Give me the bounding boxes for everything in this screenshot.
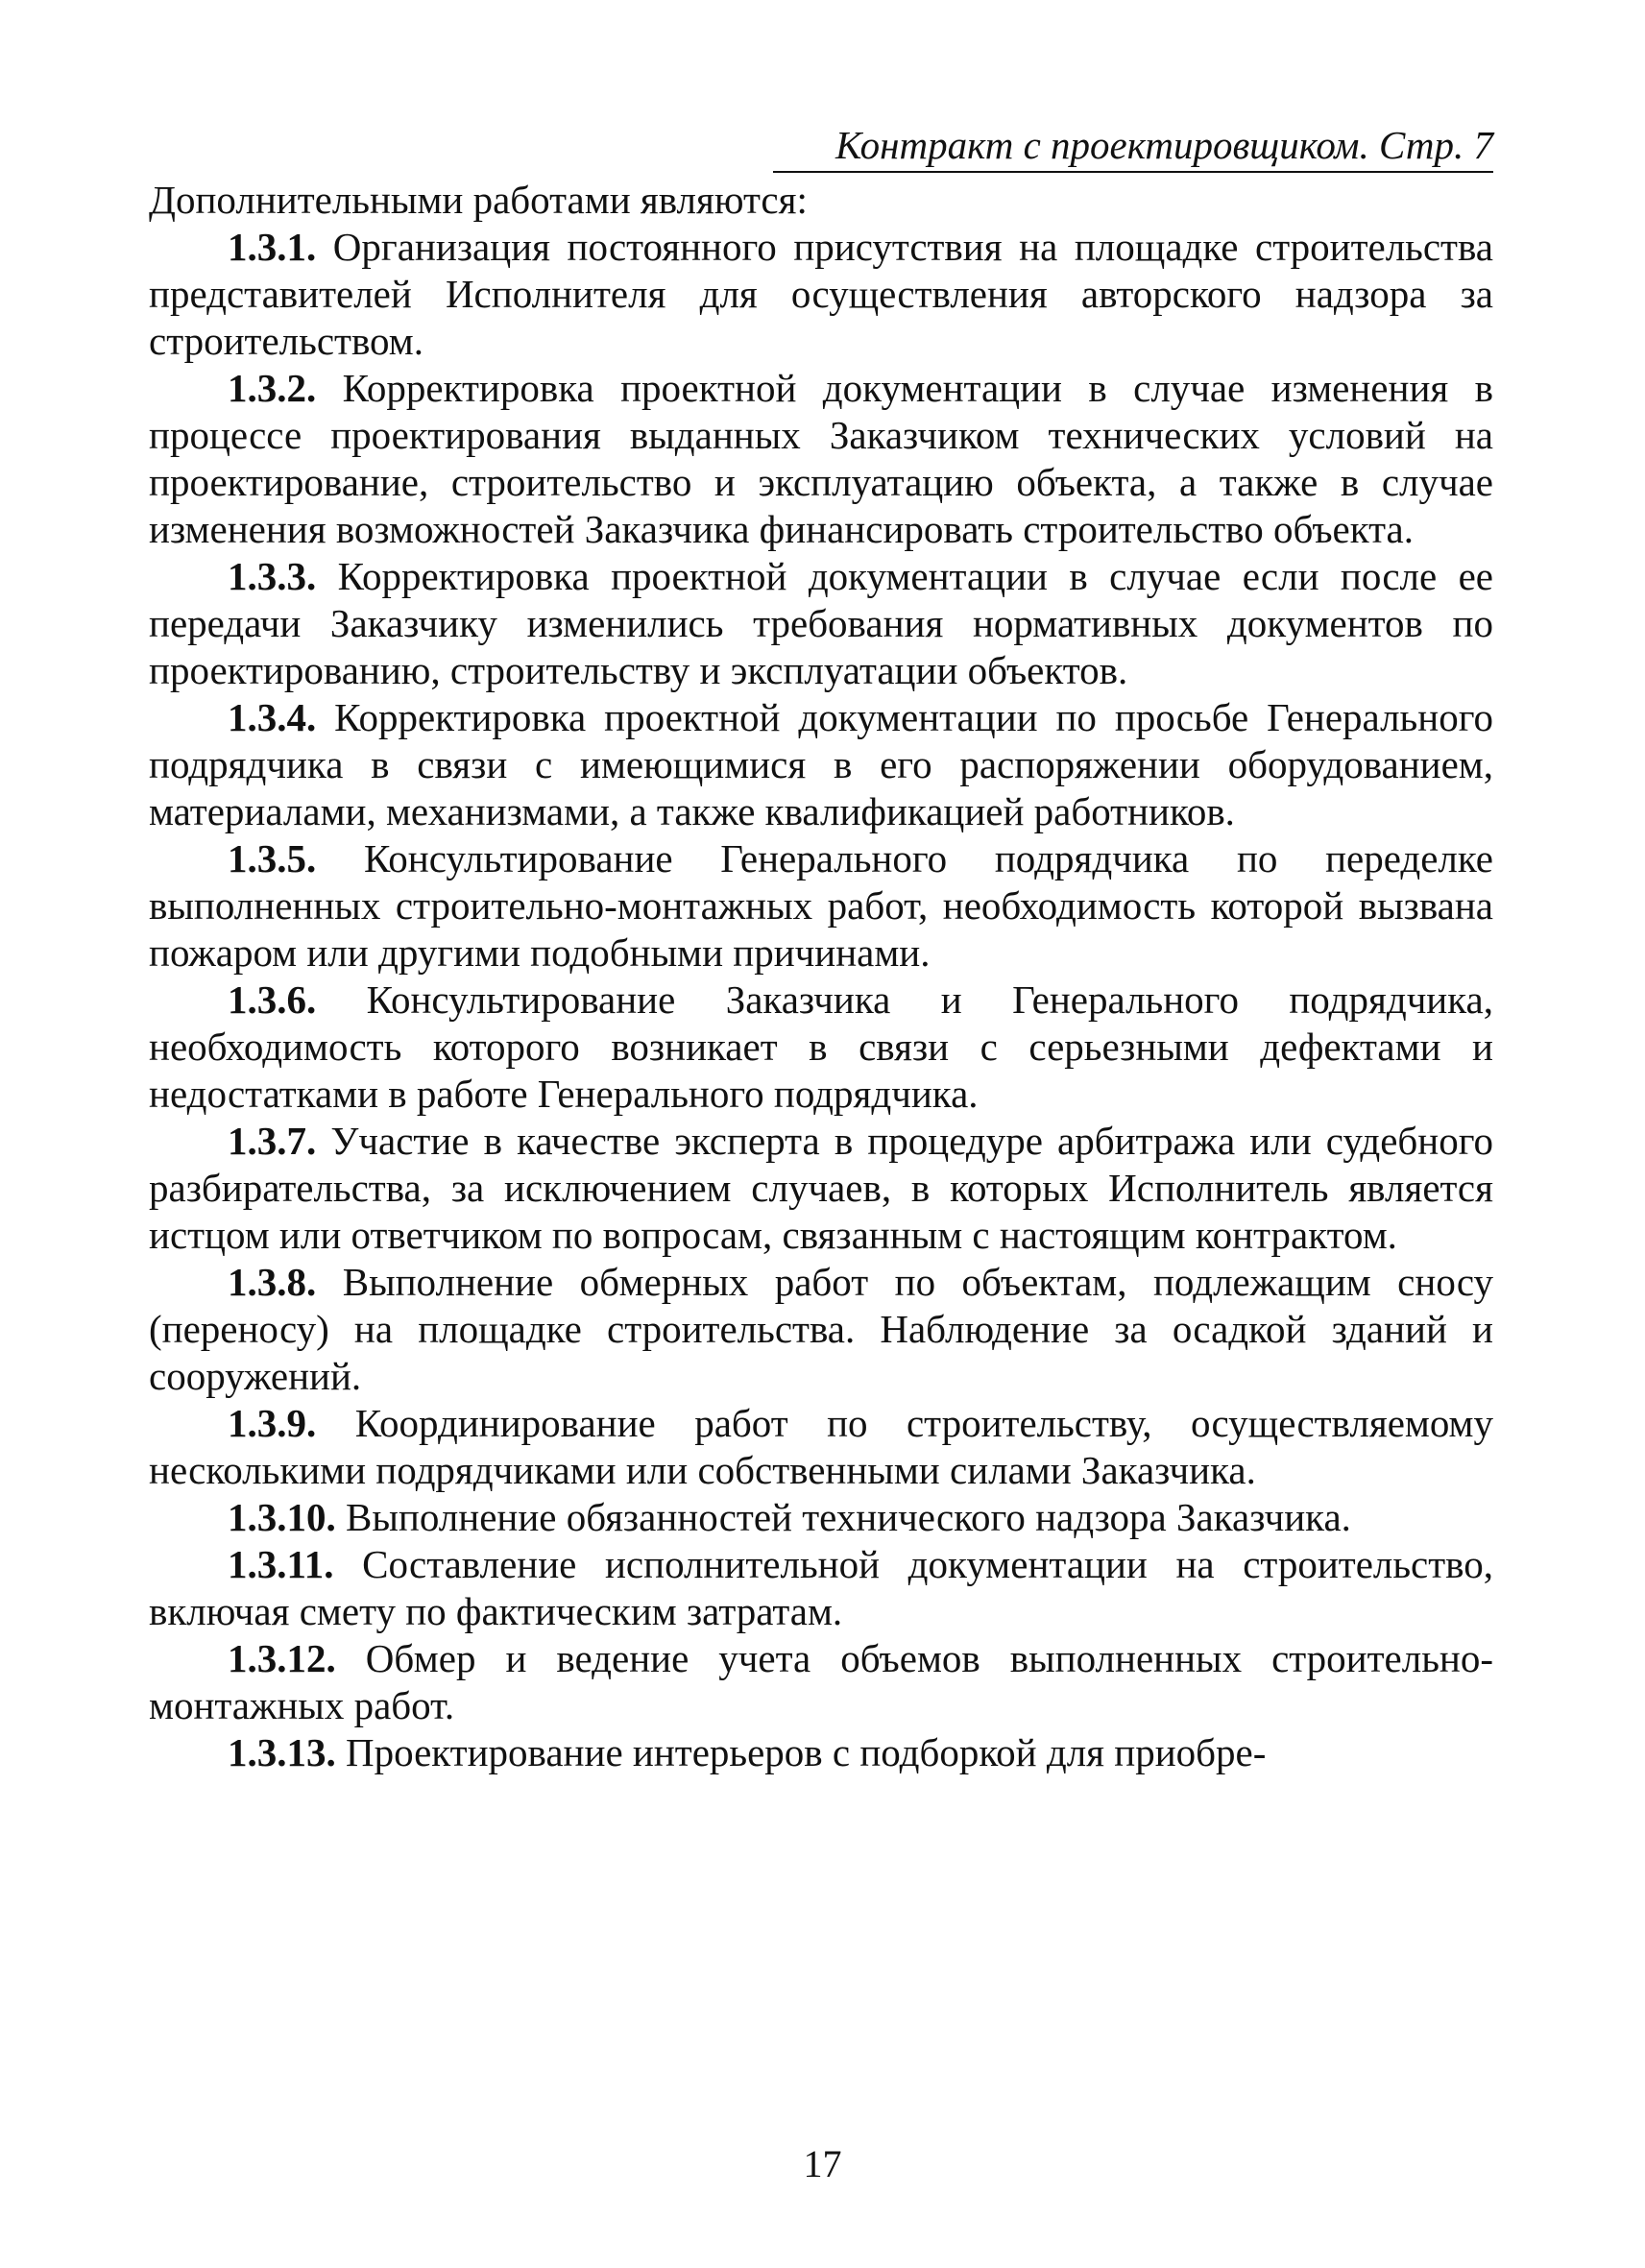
- clause-1-3-5: [149, 835, 1493, 977]
- clause-number: 1.3.7.: [228, 1119, 317, 1163]
- clause-1-3-9: [149, 1400, 1493, 1494]
- clause-text: Консультирование Генерального подрядчика по переделке выполненных строительно-монтажных работ, необходимость которой вызвана пожаром или другими подобными причинами.: [149, 836, 1493, 975]
- clause-1-3-1: [149, 224, 1493, 365]
- clause-text: Проектирование интерьеров с подборкой для приобре-: [335, 1730, 1267, 1774]
- clause-1-3-2: [149, 365, 1493, 553]
- clause-number: 1.3.8.: [228, 1260, 317, 1304]
- clause-1-3-11: [149, 1541, 1493, 1635]
- clause-1-3-7: [149, 1118, 1493, 1259]
- clause-number: 1.3.11.: [228, 1542, 334, 1586]
- clause-text: Корректировка проектной документации по просьбе Генерального подрядчика в связи с имеющимися в его распоряжении оборудованием, материалами, механизмами, а также квалификацией работников.: [149, 695, 1493, 833]
- clause-number: 1.3.13.: [228, 1730, 336, 1774]
- clause-text: Корректировка проектной документации в случае изменения в процессе проектирования выданных Заказчиком технических условий на проектирование, строительство и эксплуатацию объекта, а также в случае изменения возможностей Заказчика финансировать строительство объекта.: [149, 366, 1493, 551]
- clause-text: Выполнение обязанностей технического надзора Заказчика.: [335, 1495, 1351, 1539]
- clause-text: Корректировка проектной документации в случае если после ее передачи Заказчику изменились требования нормативных документов по проектированию, строительству и эксплуатации объектов.: [149, 554, 1493, 692]
- clause-text: Обмер и ведение учета объемов выполненных строительно-монтажных работ.: [149, 1636, 1493, 1727]
- clause-1-3-13: [149, 1729, 1493, 1776]
- clause-number: 1.3.5.: [228, 836, 317, 881]
- clause-1-3-4: [149, 694, 1493, 835]
- clause-1-3-12: [149, 1635, 1493, 1729]
- clause-text: Консультирование Заказчика и Генерального подрядчика, необходимость которого возникает в связи с серьезными дефектами и недостатками в работе Генерального подрядчика.: [149, 977, 1493, 1116]
- intro-text: Дополнительными работами являются:: [149, 178, 808, 222]
- clause-text: Участие в качестве эксперта в процедуре арбитража или судебного разбирательства, за исключением случаев, в которых Исполнитель является истцом или ответчиком по вопросам, связанным с настоящим контрактом.: [149, 1119, 1493, 1257]
- clause-number: 1.3.9.: [228, 1401, 317, 1445]
- clause-number: 1.3.1.: [228, 225, 317, 269]
- page-number: 17: [803, 2142, 842, 2185]
- clause-text: Организация постоянного присутствия на площадке строительства представителей Исполнителя для осуществления авторского надзора за строительством.: [149, 225, 1493, 363]
- clause-text: Составление исполнительной документации на строительство, включая смету по фактическим затратам.: [149, 1542, 1493, 1633]
- running-header: Контракт с проектировщиком. Стр. 7: [773, 123, 1493, 173]
- clause-text: Координирование работ по строительству, осуществляемому несколькими подрядчиками или собственными силами Заказчика.: [149, 1401, 1493, 1492]
- clause-1-3-3: [149, 553, 1493, 694]
- clause-1-3-10: [149, 1494, 1493, 1541]
- clause-number: 1.3.12.: [228, 1636, 336, 1680]
- clause-number: 1.3.4.: [228, 695, 317, 739]
- clause-number: 1.3.3.: [228, 554, 317, 598]
- clause-number: 1.3.6.: [228, 977, 317, 1022]
- clause-number: 1.3.2.: [228, 366, 317, 410]
- clause-text: Выполнение обмерных работ по объектам, подлежащим сносу (переносу) на площадке строительства. Наблюдение за осадкой зданий и сооружений.: [149, 1260, 1493, 1398]
- clause-1-3-8: [149, 1259, 1493, 1400]
- clause-1-3-6: [149, 977, 1493, 1118]
- clause-number: 1.3.10.: [228, 1495, 336, 1539]
- document-page: [149, 123, 1493, 1776]
